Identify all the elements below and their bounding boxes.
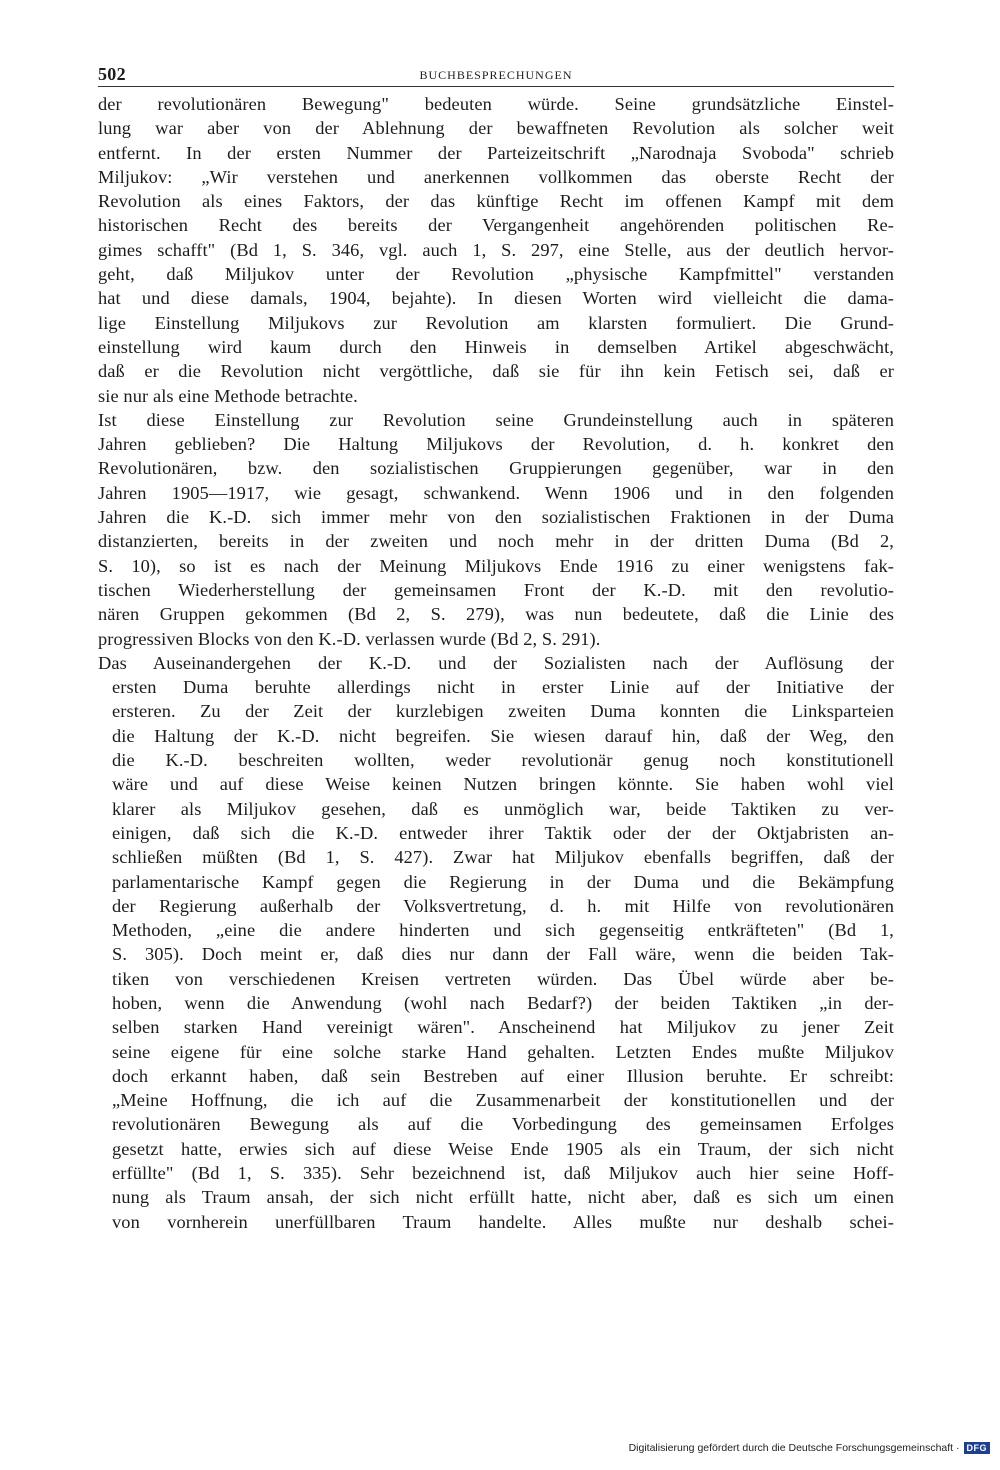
text-line: geht, daß Miljukov unter der Revolution „physische Kampfmittel" verstanden	[98, 264, 894, 285]
text-line: Das Auseinandergehen der K.-D. und der Sozialisten nach der Auflösung der	[98, 652, 894, 673]
text-line: der revolutionären Bewegung" bedeuten würde. Seine grundsätzliche Einstel-	[98, 94, 894, 114]
text-line: entfernt. In der ersten Nummer der Parteizeitschrift „Narodnaja Svoboda" schrieb	[98, 142, 894, 163]
text-line: wäre und auf diese Weise keinen Nutzen bringen könnte. Sie haben wohl viel	[112, 774, 894, 795]
digitization-footer	[629, 1442, 990, 1454]
footer-credit: Digitalisierung gefördert durch die Deutsche Forschungsgemeinschaft ·	[628, 1442, 960, 1454]
paragraph-2	[98, 408, 894, 651]
text-line: erfüllte" (Bd 1, S. 335). Sehr bezeichnend ist, daß Miljukov auch hier seine Hoff-	[112, 1163, 894, 1184]
text-line: nären Gruppen gekommen (Bd 2, S. 279), was nun bedeutete, daß die Linie des	[98, 604, 894, 625]
text-line: gesetzt hatte, erwies sich auf diese Weise Ende 1905 als ein Traum, der sich nicht	[112, 1138, 894, 1159]
text-line: selben starken Hand vereinigt wären". Anscheinend hat Miljukov zu jener Zeit	[112, 1017, 894, 1038]
running-head	[98, 62, 894, 87]
text-line: distanzierten, bereits in der zweiten und noch mehr in der dritten Duma (Bd 2,	[98, 531, 894, 552]
paragraph-3	[98, 651, 894, 1234]
text-line: S. 10), so ist es nach der Meinung Miljukovs Ende 1916 zu einer wenigstens fak-	[98, 555, 894, 576]
body-text	[98, 92, 894, 1234]
paragraph-1	[98, 92, 894, 408]
text-line: Jahren 1905—1917, wie gesagt, schwankend. Wenn 1906 und in den folgenden	[98, 482, 894, 503]
text-line: nung als Traum ansah, der sich nicht erfüllt hatte, nicht aber, daß es sich um einen	[112, 1187, 894, 1208]
text-line: Miljukov: „Wir verstehen und anerkennen vollkommen das oberste Recht der	[98, 166, 894, 187]
text-line: daß er die Revolution nicht vergöttliche, daß sie für ihn kein Fetisch sei, daß er	[98, 361, 894, 382]
text-line: klarer als Miljukov gesehen, daß es unmöglich war, beide Taktiken zu ver-	[112, 798, 894, 819]
text-line: tischen Wiederherstellung der gemeinsamen Front der K.-D. mit den revolutio-	[98, 579, 894, 600]
text-line: der Regierung außerhalb der Volksvertretung, d. h. mit Hilfe von revolutionären	[112, 895, 894, 916]
text-line: Jahren geblieben? Die Haltung Miljukovs der Revolution, d. h. konkret den	[98, 434, 894, 455]
text-line: progressiven Blocks von den K.-D. verlassen wurde (Bd 2, S. 291).	[98, 628, 601, 649]
text-line: ersteren. Zu der Zeit der kurzlebigen zweiten Duma konnten die Linksparteien	[112, 701, 894, 722]
text-line: einstellung wird kaum durch den Hinweis in demselben Artikel abgeschwächt,	[98, 336, 894, 357]
text-line: Revolution als eines Faktors, der das künftige Recht im offenen Kampf mit dem	[98, 191, 894, 212]
text-line: Ist diese Einstellung zur Revolution seine Grundeinstellung auch in späteren	[98, 409, 894, 430]
text-line: gimes schafft" (Bd 1, S. 346, vgl. auch 1, S. 297, eine Stelle, aus der deutlich hervor-	[98, 239, 894, 260]
text-line: hat und diese damals, 1904, bejahte). In diesen Worten wird vielleicht die dama-	[98, 288, 894, 309]
text-line: hoben, wenn die Anwendung (wohl nach Bedarf?) der beiden Taktiken „in der-	[112, 992, 894, 1013]
text-line: ersten Duma beruhte allerdings nicht in erster Linie auf der Initiative der	[112, 677, 894, 698]
text-line: die K.-D. beschreiten wollten, weder revolutionär genug noch konstitutionell	[112, 750, 894, 771]
text-line: einigen, daß sich die K.-D. entweder ihrer Taktik oder der der Oktjabristen an-	[112, 822, 894, 843]
text-line: lige Einstellung Miljukovs zur Revolution am klarsten formuliert. Die Grund-	[98, 312, 894, 333]
page-number: 502	[98, 64, 126, 84]
text-line: tiken von verschiedenen Kreisen vertreten würden. Das Übel würde aber be-	[112, 968, 894, 989]
text-line: seine eigene für eine solche starke Hand gehalten. Letzten Endes mußte Miljukov	[112, 1041, 894, 1062]
text-line: revolutionären Bewegung als auf die Vorbedingung des gemeinsamen Erfolges	[112, 1114, 894, 1135]
text-line: schließen müßten (Bd 1, S. 427). Zwar hat Miljukov ebenfalls begriffen, daß der	[112, 847, 894, 868]
text-line: die Haltung der K.-D. nicht begreifen. Sie wiesen darauf hin, daß der Weg, den	[112, 725, 894, 746]
text-line: von vornherein unerfüllbaren Traum handelte. Alles mußte nur deshalb schei-	[112, 1211, 894, 1232]
text-line: historischen Recht des bereits der Vergangenheit angehörenden politischen Re-	[98, 215, 894, 236]
text-line: S. 305). Doch meint er, daß dies nur dann der Fall wäre, wenn die beiden Tak-	[112, 944, 894, 965]
text-line: Revolutionären, bzw. den sozialistischen Gruppierungen gegenüber, war in den	[98, 458, 894, 479]
text-line: sie nur als eine Methode betrachte.	[98, 385, 358, 406]
text-line: Methoden, „eine die andere hinderten und sich gegenseitig entkräfteten" (Bd 1,	[112, 920, 894, 941]
dfg-logo: DFG	[964, 1442, 991, 1454]
text-line: parlamentarische Kampf gegen die Regierung in der Duma und die Bekämpfung	[112, 871, 894, 892]
text-line: lung war aber von der Ablehnung der bewaffneten Revolution als solcher weit	[98, 118, 894, 139]
text-line: „Meine Hoffnung, die ich auf die Zusammenarbeit der konstitutionellen und der	[112, 1090, 894, 1111]
text-line: doch erkannt haben, daß sein Bestreben auf einer Illusion beruhte. Er schreibt:	[112, 1065, 894, 1086]
text-line: Jahren die K.-D. sich immer mehr von den sozialistischen Fraktionen in der Duma	[98, 507, 894, 528]
section-title: BUCHBESPRECHUNGEN	[419, 68, 573, 82]
